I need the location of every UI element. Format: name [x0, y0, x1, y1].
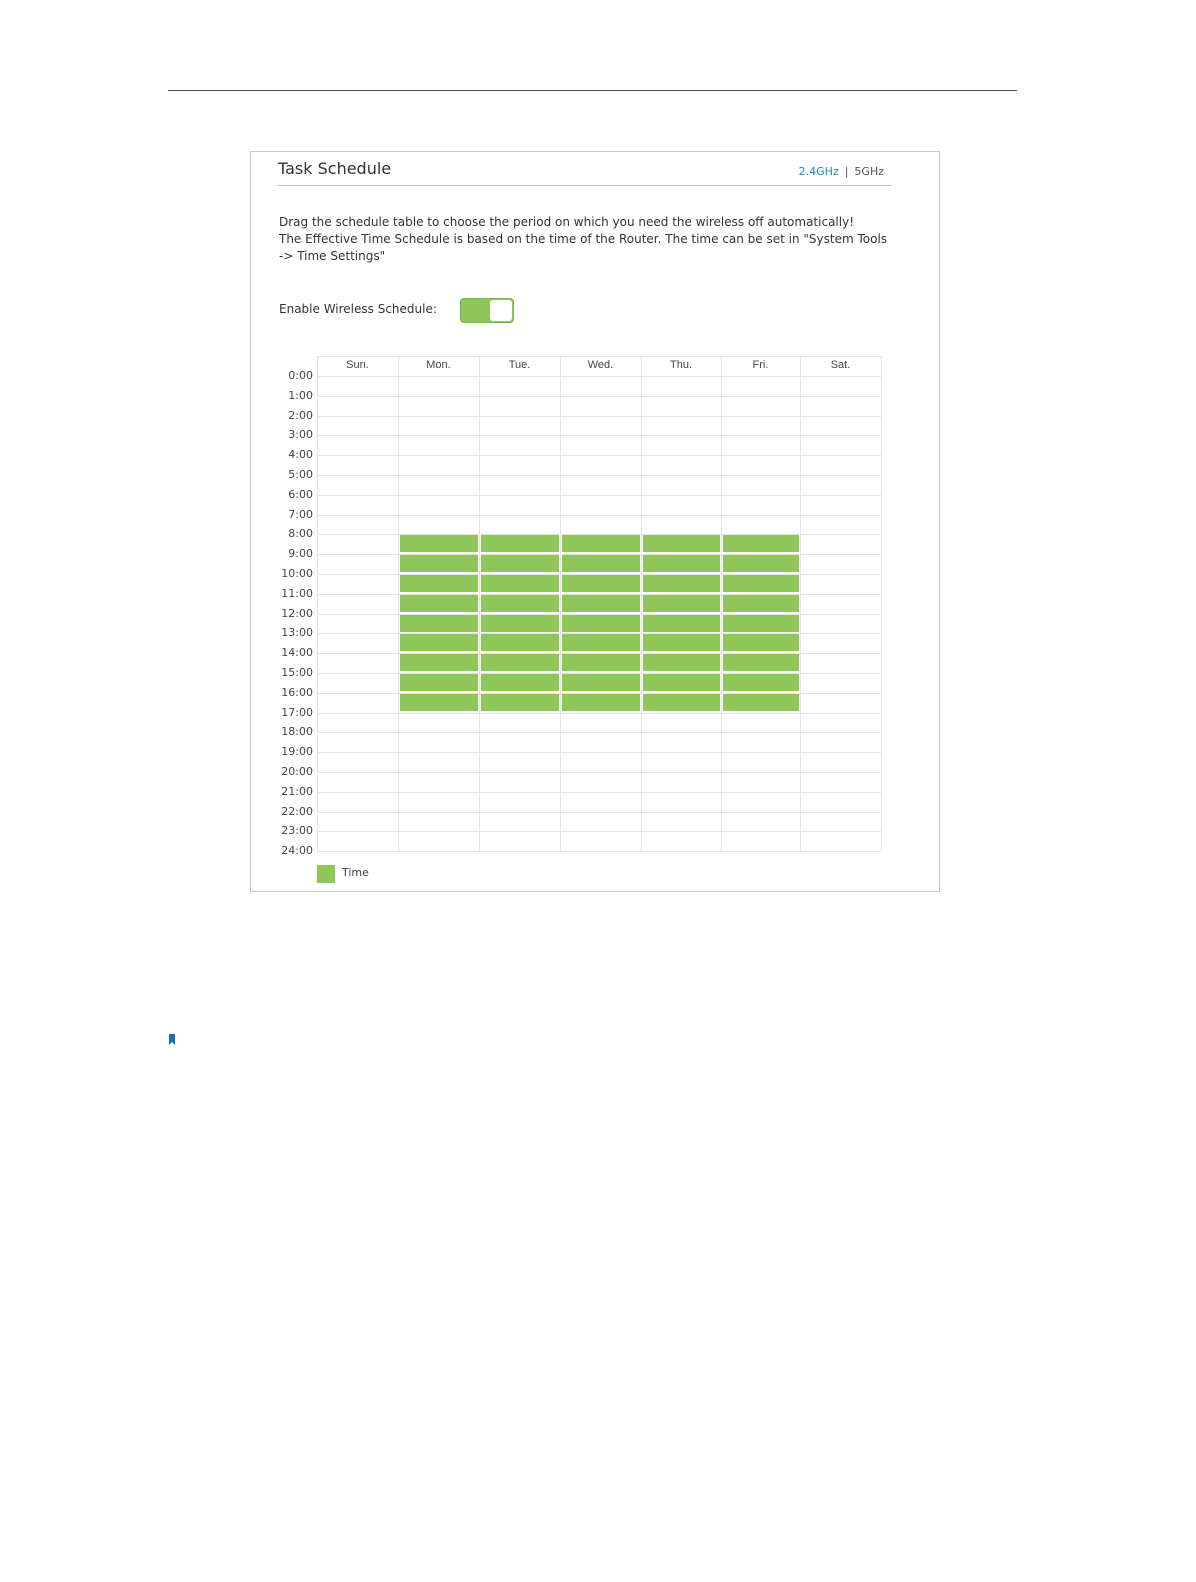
schedule-cell-thu-9[interactable]	[643, 555, 720, 572]
schedule-cell-wed-10[interactable]	[562, 575, 640, 592]
hour-label: 4:00	[288, 448, 313, 461]
grid-line-vertical	[881, 356, 882, 851]
hour-label: 17:00	[281, 706, 313, 719]
schedule-cell-mon-15[interactable]	[400, 674, 478, 691]
grid-line-horizontal	[317, 812, 881, 813]
hour-label: 24:00	[281, 844, 313, 857]
schedule-cell-mon-12[interactable]	[400, 615, 478, 632]
grid-line-horizontal	[317, 475, 881, 476]
schedule-cell-fri-9[interactable]	[723, 555, 799, 572]
schedule-table	[251, 152, 941, 893]
schedule-cell-fri-10[interactable]	[723, 575, 799, 592]
schedule-cell-thu-14[interactable]	[643, 654, 720, 671]
schedule-cell-tue-10[interactable]	[481, 575, 559, 592]
schedule-cell-mon-16[interactable]	[400, 694, 478, 711]
hour-label: 19:00	[281, 745, 313, 758]
grid-line-horizontal	[317, 851, 881, 852]
hour-label: 16:00	[281, 686, 313, 699]
day-header-thu: Thu.	[669, 359, 692, 371]
legend-label: Time	[342, 866, 369, 879]
hour-label: 0:00	[288, 369, 313, 382]
band-tab-5ghz[interactable]: 5GHz	[854, 165, 884, 178]
grid-line-vertical	[560, 356, 561, 851]
task-schedule-panel	[250, 151, 940, 892]
schedule-cell-thu-16[interactable]	[643, 694, 720, 711]
grid-line-horizontal	[317, 713, 881, 714]
hour-label: 5:00	[288, 468, 313, 481]
schedule-cell-fri-13[interactable]	[723, 634, 799, 651]
schedule-cell-tue-14[interactable]	[481, 654, 559, 671]
schedule-cell-wed-9[interactable]	[562, 555, 640, 572]
day-header-fri: Fri.	[752, 359, 769, 371]
hour-label: 3:00	[288, 428, 313, 441]
schedule-cell-tue-16[interactable]	[481, 694, 559, 711]
schedule-cell-fri-14[interactable]	[723, 654, 799, 671]
schedule-cell-tue-11[interactable]	[481, 595, 559, 612]
schedule-cell-thu-15[interactable]	[643, 674, 720, 691]
hour-label: 1:00	[288, 389, 313, 402]
hour-label: 14:00	[281, 646, 313, 659]
schedule-cell-fri-8[interactable]	[723, 535, 799, 552]
bookmark-icon	[169, 1034, 175, 1045]
hour-label: 10:00	[281, 567, 313, 580]
schedule-cell-wed-16[interactable]	[562, 694, 640, 711]
grid-line-horizontal	[317, 356, 881, 357]
hour-label: 20:00	[281, 765, 313, 778]
schedule-cell-mon-9[interactable]	[400, 555, 478, 572]
schedule-cell-wed-8[interactable]	[562, 535, 640, 552]
schedule-cell-thu-13[interactable]	[643, 634, 720, 651]
grid-line-horizontal	[317, 455, 881, 456]
enable-wireless-schedule-label: Enable Wireless Schedule:	[279, 302, 437, 316]
hour-label: 6:00	[288, 488, 313, 501]
grid-line-horizontal	[317, 831, 881, 832]
grid-line-horizontal	[317, 435, 881, 436]
legend-swatch	[317, 865, 335, 883]
grid-line-horizontal	[317, 792, 881, 793]
hour-label: 18:00	[281, 725, 313, 738]
grid-line-horizontal	[317, 732, 881, 733]
schedule-cell-tue-12[interactable]	[481, 615, 559, 632]
day-header-tue: Tue.	[508, 359, 531, 371]
schedule-cell-tue-15[interactable]	[481, 674, 559, 691]
day-header-sun: Sun.	[346, 359, 369, 371]
grid-line-vertical	[398, 356, 399, 851]
schedule-cell-mon-11[interactable]	[400, 595, 478, 612]
hour-label: 13:00	[281, 626, 313, 639]
grid-line-horizontal	[317, 515, 881, 516]
hour-label: 12:00	[281, 607, 313, 620]
schedule-cell-fri-12[interactable]	[723, 615, 799, 632]
schedule-cell-wed-13[interactable]	[562, 634, 640, 651]
schedule-cell-thu-11[interactable]	[643, 595, 720, 612]
schedule-cell-thu-10[interactable]	[643, 575, 720, 592]
description-line-1: Drag the schedule table to choose the period on which you need the wireless off automatically!	[279, 215, 854, 229]
schedule-cell-thu-12[interactable]	[643, 615, 720, 632]
schedule-cell-wed-14[interactable]	[562, 654, 640, 671]
hour-label: 9:00	[288, 547, 313, 560]
hour-label: 2:00	[288, 409, 313, 422]
panel-title: Task Schedule	[278, 159, 392, 178]
grid-line-vertical	[317, 356, 318, 851]
hour-label: 7:00	[288, 508, 313, 521]
schedule-cell-tue-9[interactable]	[481, 555, 559, 572]
hour-label: 8:00	[288, 527, 313, 540]
day-header-sat: Sat.	[830, 359, 851, 371]
grid-line-horizontal	[317, 396, 881, 397]
schedule-cell-wed-12[interactable]	[562, 615, 640, 632]
hour-label: 15:00	[281, 666, 313, 679]
grid-line-horizontal	[317, 752, 881, 753]
schedule-cell-tue-8[interactable]	[481, 535, 559, 552]
grid-line-vertical	[479, 356, 480, 851]
grid-line-vertical	[641, 356, 642, 851]
grid-line-vertical	[721, 356, 722, 851]
day-header-mon: Mon.	[426, 359, 451, 371]
grid-line-horizontal	[317, 772, 881, 773]
hour-label: 23:00	[281, 824, 313, 837]
page-top-rule	[168, 90, 1017, 91]
schedule-cell-fri-11[interactable]	[723, 595, 799, 612]
schedule-cell-thu-8[interactable]	[643, 535, 720, 552]
hour-label: 21:00	[281, 785, 313, 798]
schedule-cell-mon-14[interactable]	[400, 654, 478, 671]
schedule-cell-wed-11[interactable]	[562, 595, 640, 612]
band-separator: |	[844, 165, 849, 178]
grid-line-horizontal	[317, 376, 881, 377]
schedule-cell-tue-13[interactable]	[481, 634, 559, 651]
grid-line-horizontal	[317, 495, 881, 496]
schedule-cell-mon-13[interactable]	[400, 634, 478, 651]
schedule-cell-fri-16[interactable]	[723, 694, 799, 711]
schedule-cell-wed-15[interactable]	[562, 674, 640, 691]
grid-line-horizontal	[317, 416, 881, 417]
hour-label: 22:00	[281, 805, 313, 818]
schedule-cell-mon-10[interactable]	[400, 575, 478, 592]
schedule-cell-mon-8[interactable]	[400, 535, 478, 552]
day-header-wed: Wed.	[587, 359, 614, 371]
description-line-2: The Effective Time Schedule is based on the time of the Router. The time can be set in "System Tools -> Time Settings"	[279, 232, 888, 263]
schedule-cell-fri-15[interactable]	[723, 674, 799, 691]
grid-line-vertical	[800, 356, 801, 851]
band-tab-2-4ghz[interactable]: 2.4GHz	[798, 165, 839, 178]
hour-label: 11:00	[281, 587, 313, 600]
